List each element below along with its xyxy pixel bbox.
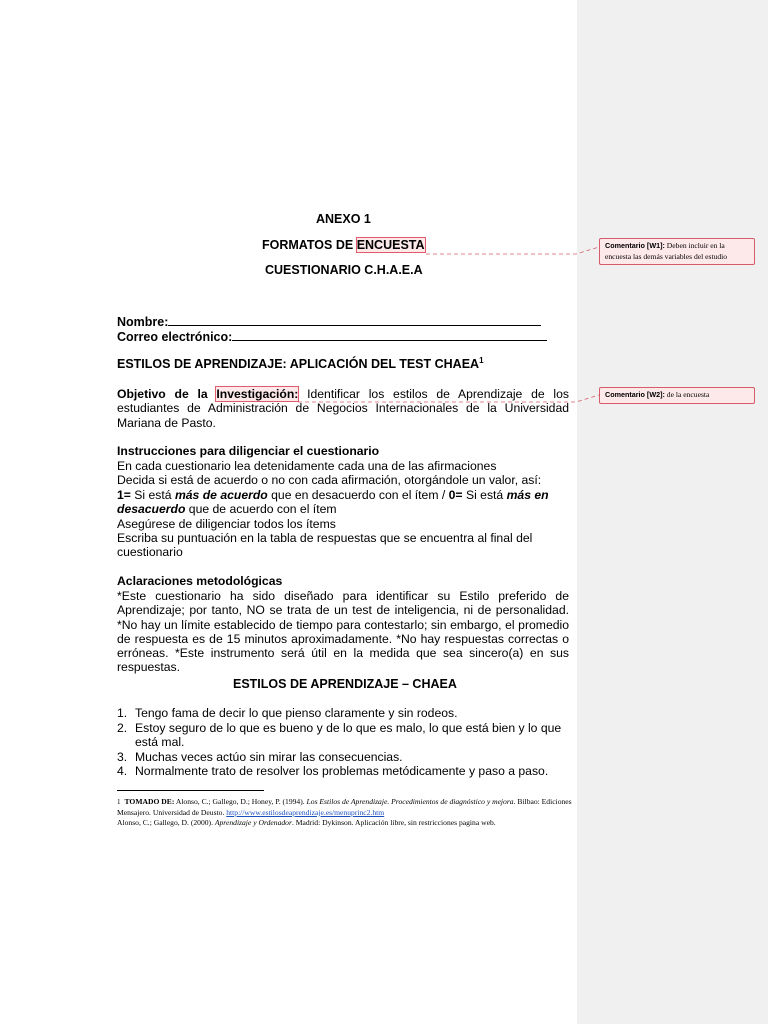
footnote-text2: . Bilbao: Ediciones Mensajero. Universidad de Deusto.: [117, 797, 572, 817]
instrucciones-line5: Asegúrese de diligenciar todos los ítems: [117, 517, 336, 531]
aclaraciones-title: Aclaraciones metodológicas: [117, 574, 283, 588]
instrucciones-line4: [117, 502, 337, 516]
instrucciones-line3: [117, 488, 549, 502]
score-zero: 0=: [448, 488, 463, 502]
instrucciones-line6: Escriba su puntuación en la tabla de respuestas que se encuentra al final del cuestionario: [117, 531, 533, 560]
footnote-number: 1: [117, 798, 121, 806]
footnote-ref[interactable]: 1: [479, 356, 484, 365]
chaea-title: ESTILOS DE APRENDIZAJE – CHAEA: [233, 677, 457, 691]
l3-g: más en: [506, 488, 549, 502]
cuestionario-heading: CUESTIONARIO C.H.A.E.A: [265, 263, 423, 277]
item-number: 4.: [117, 764, 128, 778]
objetivo-label: Objetivo de la: [117, 387, 217, 401]
footnote-link[interactable]: http://www.estilosdeaprendizaje.es/menuprinc2.htm: [226, 807, 385, 817]
comment-w2-label: Comentario [W2]:: [605, 390, 665, 399]
footnote: [117, 797, 572, 829]
anexo-heading: ANEXO 1: [316, 212, 371, 226]
comment-w2[interactable]: [599, 387, 755, 404]
encuesta-highlight[interactable]: ENCUESTA: [356, 238, 425, 252]
aclaraciones-paragraph: *Este cuestionario ha sido diseñado para identificar su Estilo preferido de Aprendizaje; por tanto, NO se trata de un test de inteligencia, ni de personalidad. *No hay un límite establecido de tiempo para contestarlo; sin embargo, el promedio de respuesta es de 15 minutos aproximadamente. *No hay respuestas correctas o erróneas. *Este instrumento será útil en la medida que sea sincero(a) en sus respuestas.: [117, 589, 569, 675]
footnote-separator: [117, 790, 264, 791]
comment-w2-text: de la encuesta: [664, 390, 710, 399]
nombre-label: Nombre:: [117, 315, 169, 329]
comment-w1[interactable]: [599, 238, 755, 265]
l3-c: más de acuerdo: [174, 488, 268, 502]
footnote-label: TOMADO DE:: [124, 797, 175, 806]
l3-b: Si está: [130, 488, 175, 502]
nombre-field: [117, 313, 541, 329]
comment-connector-w1: [426, 247, 599, 254]
score-one: 1=: [117, 488, 131, 502]
objetivo-text: Identificar los estilos de Aprendizaje de los estudiantes de Administración de Negocios Internacionales de la Universidad Mariana de Pasto.: [117, 387, 569, 430]
nombre-underline[interactable]: [168, 313, 541, 326]
correo-underline[interactable]: [232, 328, 547, 341]
item-number: 2.: [117, 721, 128, 735]
formatos-prefix: FORMATOS DE: [262, 238, 357, 252]
item-text: Estoy seguro de lo que es bueno y de lo que es malo, lo que está bien y lo que está mal.: [135, 721, 562, 750]
l4-b: que de acuerdo con el ítem: [185, 502, 337, 516]
item-text: Tengo fama de decir lo que pienso claramente y sin rodeos.: [135, 706, 458, 720]
l3-f: Si está: [462, 488, 507, 502]
item-text: Muchas veces actúo sin mirar las consecuencias.: [135, 750, 403, 764]
correo-label: Correo electrónico:: [117, 330, 233, 344]
comment-w1-text: Deben incluir en la encuesta las demás variables del estudio: [605, 241, 728, 261]
footnote-italic1: Los Estilos de Aprendizaje. Procedimientos de diagnóstico y mejora: [306, 797, 514, 806]
item-number: 3.: [117, 750, 128, 764]
formatos-heading: [262, 238, 425, 252]
l3-d: que en desacuerdo con el ítem /: [267, 488, 449, 502]
item-text: Normalmente trato de resolver los problemas metódicamente y paso a paso.: [135, 764, 549, 778]
correo-field: [117, 328, 547, 344]
footnote-text1: Alonso, C.; Gallego, D.; Honey, P. (1994).: [174, 797, 307, 806]
instrucciones-line2: Decida si está de acuerdo o no con cada afirmación, otorgándole un valor, así:: [117, 473, 542, 487]
l4-a: desacuerdo: [117, 502, 186, 516]
section-title-text: ESTILOS DE APRENDIZAJE: APLICACIÓN DEL TEST CHAEA: [117, 357, 480, 372]
footnote-line3a: Alonso, C.; Gallego, D. (2000).: [117, 818, 215, 827]
investigacion-highlight[interactable]: Investigación:: [216, 387, 299, 401]
comment-w1-label: Comentario [W1]:: [605, 241, 665, 250]
objetivo-paragraph: [117, 387, 569, 430]
instrucciones-line1: En cada cuestionario lea detenidamente cada una de las afirmaciones: [117, 459, 497, 473]
footnote-line3-italic: Aprendizaje y Ordenador: [214, 818, 292, 827]
item-number: 1.: [117, 706, 128, 720]
footnote-line3b: . Madrid: Dykinson. Aplicación libre, sin restricciones pagina web.: [291, 818, 496, 827]
instrucciones-title: Instrucciones para diligenciar el cuestionario: [117, 444, 380, 458]
section-title: [117, 356, 484, 371]
